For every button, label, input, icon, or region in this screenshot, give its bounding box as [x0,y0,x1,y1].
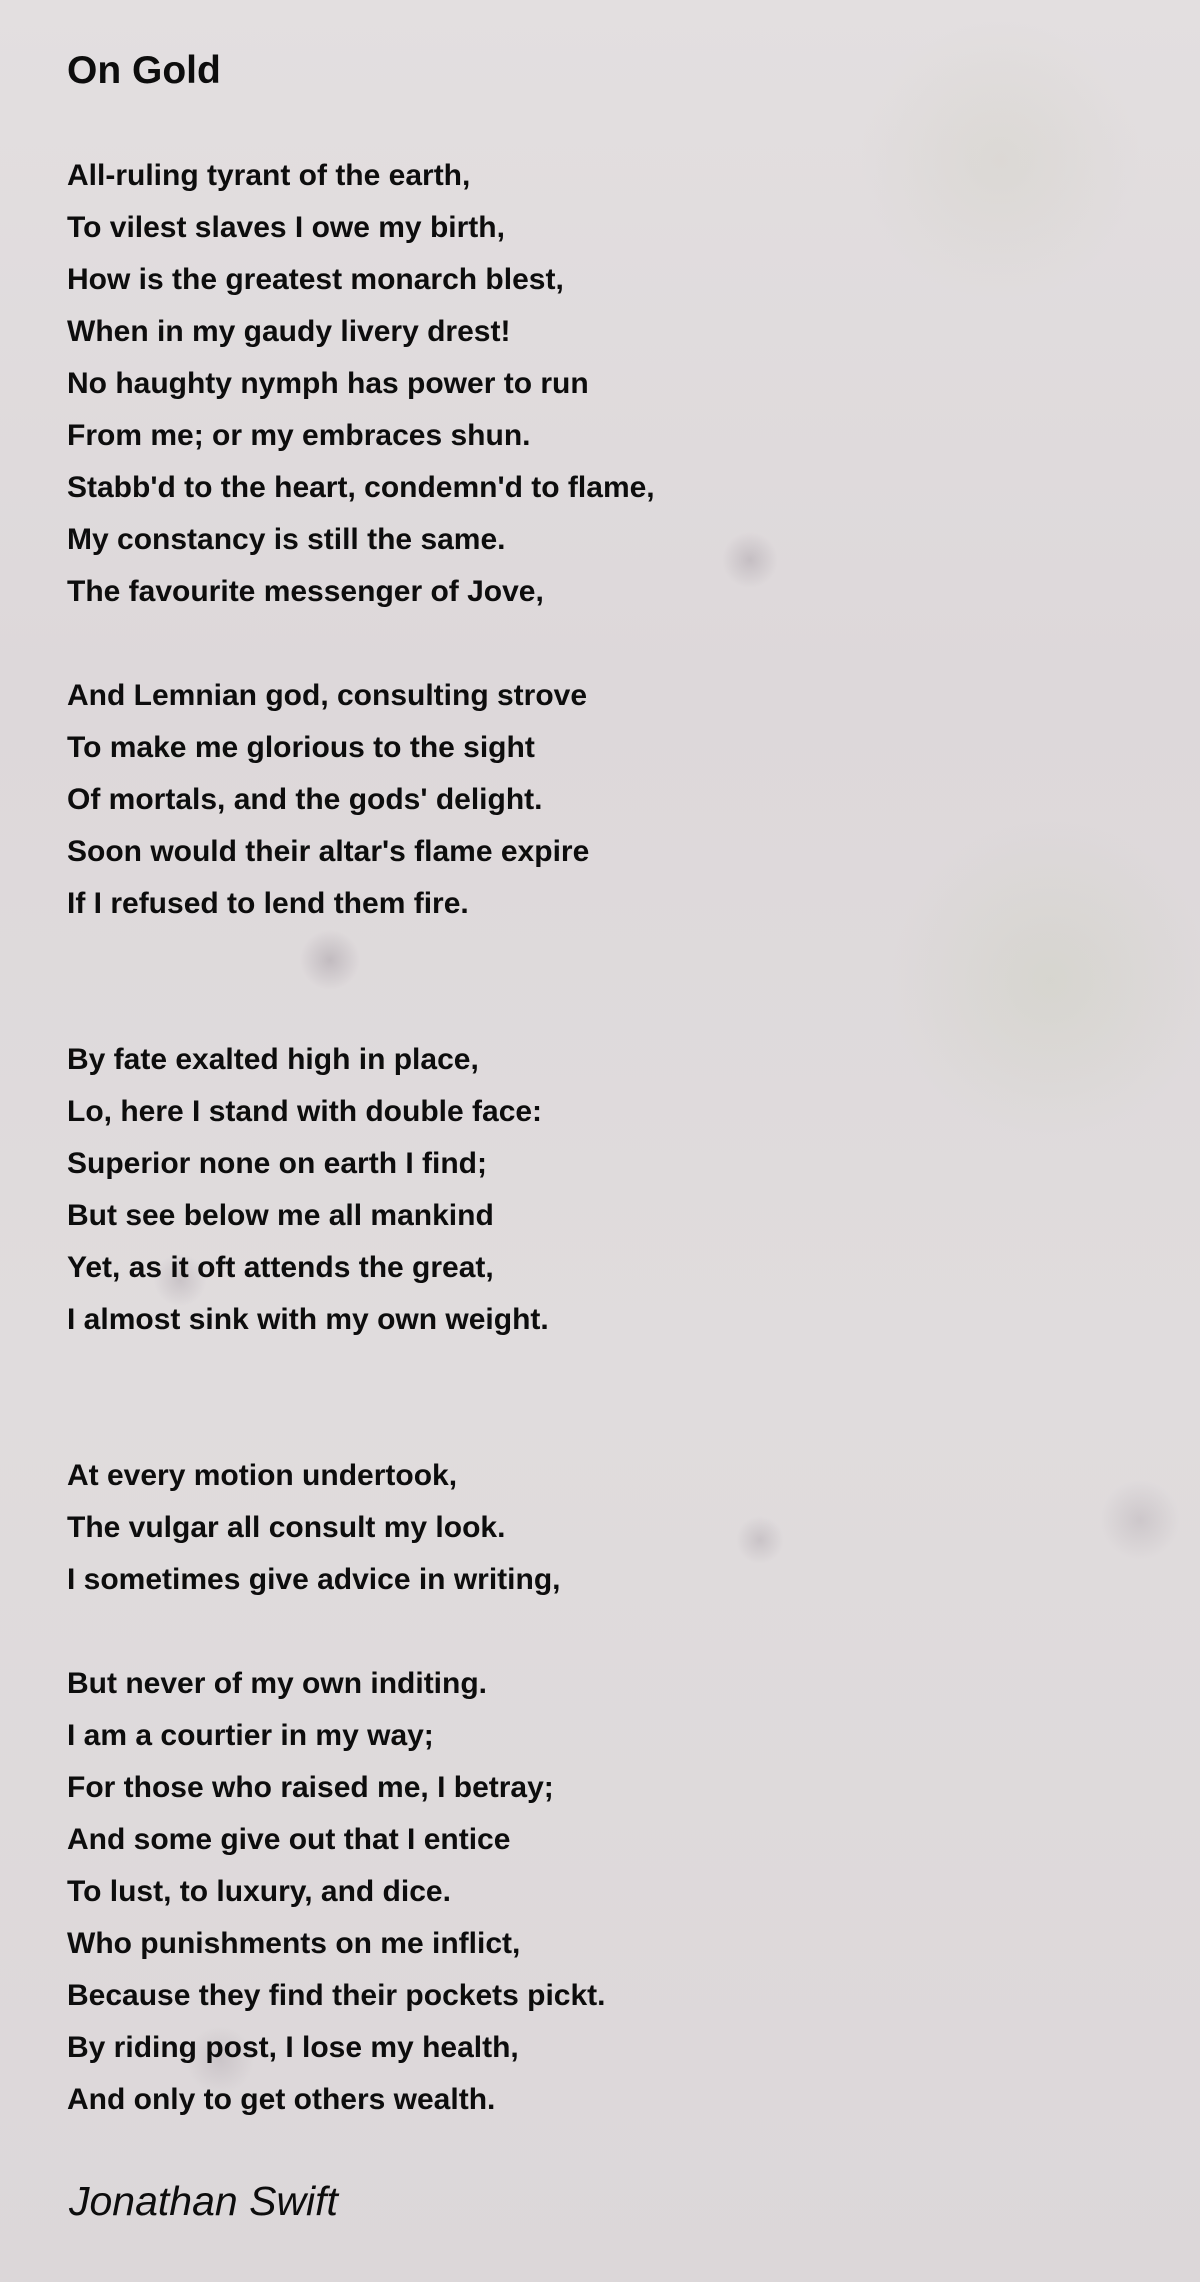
poem-line: How is the greatest monarch blest, [67,263,564,296]
stanza [67,1034,1147,1346]
poem-line: And Lemnian god, consulting strove [67,679,588,712]
poem-line: Soon would their altar's flame expire [67,835,590,868]
poem-line: But see below me all mankind [67,1199,494,1232]
poem-title: On Gold [67,49,221,92]
poem-line: Of mortals, and the gods' delight. [67,783,543,816]
poem-line: To vilest slaves I owe my birth, [67,211,505,244]
poem-body [67,150,1147,2126]
stanza-break [67,618,1147,670]
poem-line: To make me glorious to the sight [67,731,535,764]
poem-line: By fate exalted high in place, [67,1043,479,1076]
stanza [67,1658,1147,2126]
poem-line: Because they find their pockets pickt. [67,1979,606,2012]
stanza-break [67,1606,1147,1658]
poem-line: For those who raised me, I betray; [67,1771,554,1804]
poem-line: By riding post, I lose my health, [67,2031,519,2064]
poem-line: Stabb'd to the heart, condemn'd to flame, [67,471,655,504]
poem-author: Jonathan Swift [69,2178,338,2224]
poem-line: Yet, as it oft attends the great, [67,1251,494,1284]
stanza-break [67,1346,1147,1450]
poem-line: Lo, here I stand with double face: [67,1095,543,1128]
poem-line: All-ruling tyrant of the earth, [67,159,471,192]
poem-line: Who punishments on me inflict, [67,1927,521,1960]
poem-line: The favourite messenger of Jove, [67,575,544,608]
poem-line: And only to get others wealth. [67,2083,496,2116]
poem-line: To lust, to luxury, and dice. [67,1875,451,1908]
poem-line: I am a courtier in my way; [67,1719,434,1752]
poem-line: And some give out that I entice [67,1823,511,1856]
poem-line: I almost sink with my own weight. [67,1303,549,1336]
stanza [67,1450,1147,1606]
poem-line: If I refused to lend them fire. [67,887,469,920]
stanza [67,150,1147,618]
poem-line: No haughty nymph has power to run [67,367,589,400]
poem-line: My constancy is still the same. [67,523,506,556]
poem-line: When in my gaudy livery drest! [67,315,511,348]
poem-line: Superior none on earth I find; [67,1147,487,1180]
poem-line: The vulgar all consult my look. [67,1511,506,1544]
poem-line: From me; or my embraces shun. [67,419,531,452]
poem-line: But never of my own inditing. [67,1667,487,1700]
poem-line: I sometimes give advice in writing, [67,1563,561,1596]
poem-line: At every motion undertook, [67,1459,458,1492]
stanza-break [67,930,1147,1034]
stanza [67,670,1147,930]
